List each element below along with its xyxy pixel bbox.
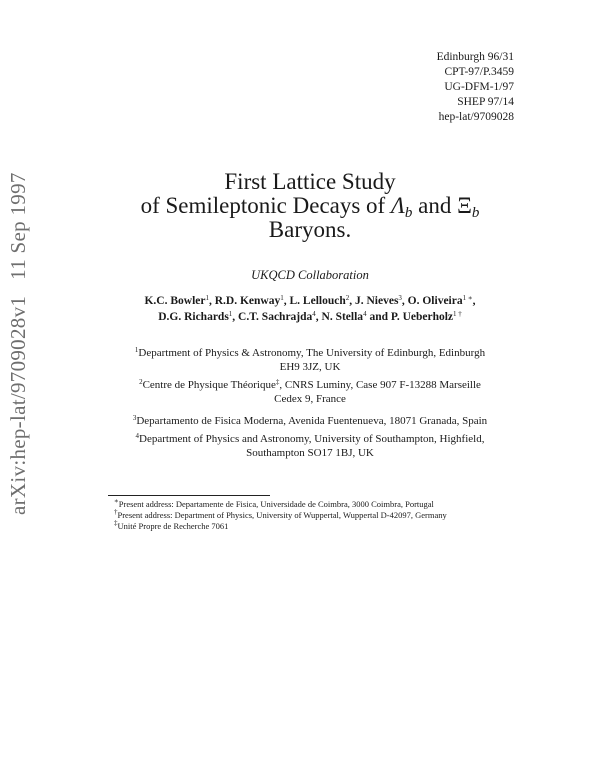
report-id: Edinburgh 96/31 (436, 51, 514, 63)
author-affiliation-mark: 2 (345, 294, 350, 302)
affiliation-number: 2 (139, 378, 143, 386)
footnotes (108, 499, 514, 532)
footnote-text: Present address: Departamente de Fisica, Universidade de Coimbra, 3000 Coimbra, Portugal (118, 499, 434, 509)
author-list (95, 293, 525, 325)
affiliation-text: Department of Physics and Astronomy, University of Southampton, Highfield, (139, 433, 485, 445)
title-line-3: Baryons. (268, 217, 352, 242)
affiliation-4 (108, 432, 512, 460)
report-id: hep-lat/9709028 (438, 111, 514, 123)
report-numbers (437, 50, 514, 125)
author-name: K.C. Bowler (144, 295, 206, 307)
footnote-divider (108, 495, 270, 496)
affiliation-1 (108, 346, 512, 374)
author-name: , C.T. Sachrajda (232, 311, 313, 323)
title-line-1: First Lattice Study (224, 169, 396, 194)
arxiv-id: arXiv:hep-lat/9709028v1 (6, 295, 30, 515)
affiliation-text: Departamento de Fisica Moderna, Avenida Fuentenueva, 18071 Granada, Spain (136, 415, 488, 427)
author-affiliation-mark: 1 (280, 294, 284, 302)
footnote-text: Present address: Department of Physics, University of Wuppertal, Wuppertal D-42097, Germany (117, 510, 447, 520)
footnote-2 (108, 510, 514, 521)
arxiv-side-stamp (6, 172, 31, 515)
author-affiliation-mark: 1 ∗ (462, 294, 473, 302)
affiliation-3 (108, 414, 512, 428)
affiliation-text: Centre de Physique Théorique (142, 379, 276, 391)
title-line-2 (90, 193, 530, 221)
title-line-2-prefix: of Semileptonic Decays of (140, 193, 391, 218)
affiliation-text: EH9 3JZ, UK (279, 361, 341, 373)
author-name: , R.D. Kenway (209, 295, 281, 307)
footnote-3 (108, 521, 514, 532)
author-affiliation-mark: 3 (398, 294, 402, 302)
lambda-symbol: Λ (390, 193, 405, 218)
author-affiliation-mark: 4 (363, 310, 367, 318)
report-id: SHEP 97/14 (457, 96, 514, 108)
footnote-mark: ‡ (275, 378, 280, 386)
author-affiliation-mark: 1 † (453, 310, 462, 318)
affiliation-number: 1 (134, 346, 139, 354)
author-name: D.G. Richards (158, 311, 229, 323)
affiliation-number: 4 (135, 432, 140, 440)
author-line-2 (95, 309, 525, 325)
author-separator: , (472, 295, 476, 307)
footnote-mark: † (114, 508, 118, 516)
report-id: CPT-97/P.3459 (444, 66, 514, 78)
author-name: , J. Nieves (349, 295, 399, 307)
affiliation-number: 3 (132, 414, 137, 422)
collaboration-name: UKQCD Collaboration (251, 268, 369, 282)
author-affiliation-mark: 4 (312, 310, 316, 318)
affiliation-2 (108, 378, 512, 406)
footnote-text: Unité Propre de Recherche 7061 (117, 521, 229, 531)
lambda-subscript: b (404, 205, 413, 221)
author-name: , L. Lellouch (283, 295, 346, 307)
report-id: UG-DFM-1/97 (444, 81, 514, 93)
affiliation-text: , CNRS Luminy, Case 907 F-13288 Marseille (279, 379, 481, 391)
arxiv-date: 11 Sep 1997 (6, 172, 30, 280)
author-affiliation-mark: 1 (205, 294, 209, 302)
footnote-1 (108, 499, 514, 510)
author-affiliation-mark: 1 (228, 310, 233, 318)
author-name: and P. Ueberholz (366, 311, 454, 323)
footnote-mark: ‡ (114, 519, 118, 527)
affiliation-text: Southampton SO17 1BJ, UK (246, 447, 374, 459)
xi-symbol: Ξ (457, 193, 472, 218)
author-name: , N. Stella (315, 311, 364, 323)
footnote-mark: ∗ (114, 497, 119, 505)
author-name: , O. Oliveira (401, 295, 463, 307)
affiliation-text: Department of Physics & Astronomy, The University of Edinburgh, Edinburgh (138, 347, 486, 359)
paper-title (90, 170, 530, 242)
title-and: and (412, 193, 458, 218)
author-line-1 (95, 293, 525, 309)
affiliation-text: Cedex 9, France (274, 393, 346, 405)
xi-subscript: b (471, 205, 480, 221)
